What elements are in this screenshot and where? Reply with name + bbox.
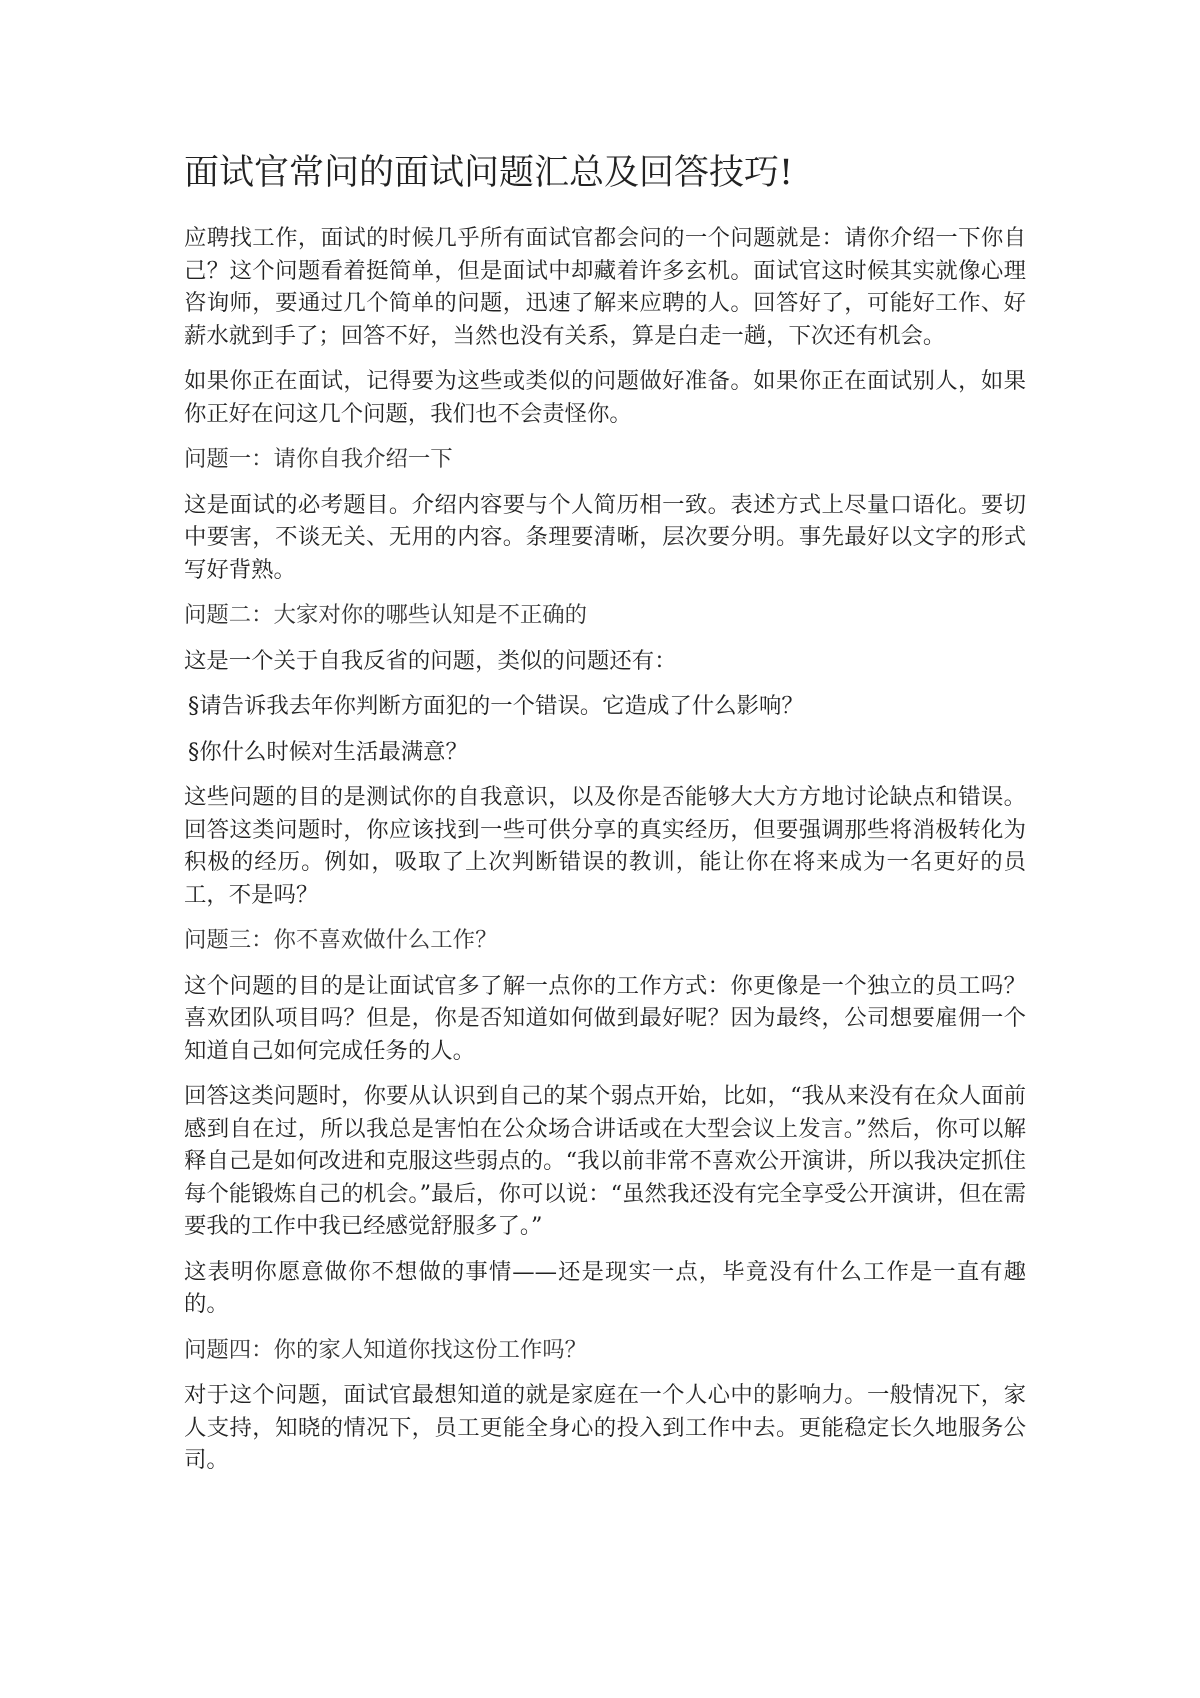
question-heading-4: 问题四：你的家人知道你找这份工作吗？ xyxy=(184,1336,588,1363)
bullet-item-2: §你什么时候对生活最满意？ xyxy=(188,738,468,765)
answer-paragraph-3-b: 回答这类问题时，你要从认识到自己的某个弱点开始，比如，“我从来没有在众人面前感到自在过，所以我总是害怕在公众场合讲话或在大型会议上发言。”然后，你可以解释自己是如何改进和克服这些弱点的。“我以前非常不喜欢公开演讲，所以我决定抓住每个能锻炼自己的机会。”最后，你可以说：“虽然我还没有完全享受公开演讲，但在需要我的工作中我已经感觉舒服多了。” xyxy=(184,1083,1026,1239)
answer-paragraph-3-c: 这表明你愿意做你不想做的事情——还是现实一点，毕竟没有什么工作是一直有趣的。 xyxy=(184,1258,1026,1317)
question-heading-1: 问题一：请你自我介绍一下 xyxy=(184,446,453,472)
answer-paragraph-4: 对于这个问题，面试官最想知道的就是家庭在一个人心中的影响力。一般情况下，家人支持，知晓的情况下，员工更能全身心的投入到工作中去。更能稳定长久地服务公司。 xyxy=(184,1382,1026,1473)
document-page xyxy=(184,150,1026,1490)
answer-paragraph-1: 这是面试的必考题目。介绍内容要与个人简历相一致。表述方式上尽量口语化。要切中要害，不谈无关、无用的内容。条理要清晰，层次要分明。事先最好以文字的形式写好背熟。 xyxy=(184,491,1026,583)
question-heading-2: 问题二：大家对你的哪些认知是不正确的 xyxy=(184,602,588,628)
answer-paragraph-2-intro: 这是一个关于自我反省的问题，类似的问题还有： xyxy=(184,647,677,674)
answer-paragraph-3-a: 这个问题的目的是让面试官多了解一点你的工作方式：你更像是一个独立的员工吗？喜欢团队项目吗？但是，你是否知道如何做到最好呢？因为最终，公司想要雇佣一个知道自己如何完成任务的人。 xyxy=(184,972,1026,1064)
answer-paragraph-2: 这些问题的目的是测试你的自我意识，以及你是否能够大大方方地讨论缺点和错误。回答这类问题时，你应该找到一些可供分享的真实经历，但要强调那些将消极转化为积极的经历。例如，吸取了上次判断错误的教训，能让你在将来成为一名更好的员工，不是吗？ xyxy=(184,784,1026,908)
paragraph-preparation: 如果你正在面试，记得要为这些或类似的问题做好准备。如果你正在面试别人，如果你正好在问这几个问题，我们也不会责怪你。 xyxy=(184,368,1026,427)
bullet-item-1: §请告诉我去年你判断方面犯的一个错误。它造成了什么影响？ xyxy=(188,693,804,719)
document-title: 面试官常问的面试问题汇总及回答技巧! xyxy=(184,153,794,193)
question-heading-3: 问题三：你不喜欢做什么工作？ xyxy=(184,927,498,953)
paragraph-intro: 应聘找工作，面试的时候几乎所有面试官都会问的一个问题就是：请你介绍一下你自己？这个问题看着挺简单，但是面试中却藏着许多玄机。面试官这时候其实就像心理咨询师，要通过几个简单的问题，迅速了解来应聘的人。回答好了，可能好工作、好薪水就到手了；回答不好，当然也没有关系，算是白走一趟，下次还有机会。 xyxy=(184,225,1026,349)
